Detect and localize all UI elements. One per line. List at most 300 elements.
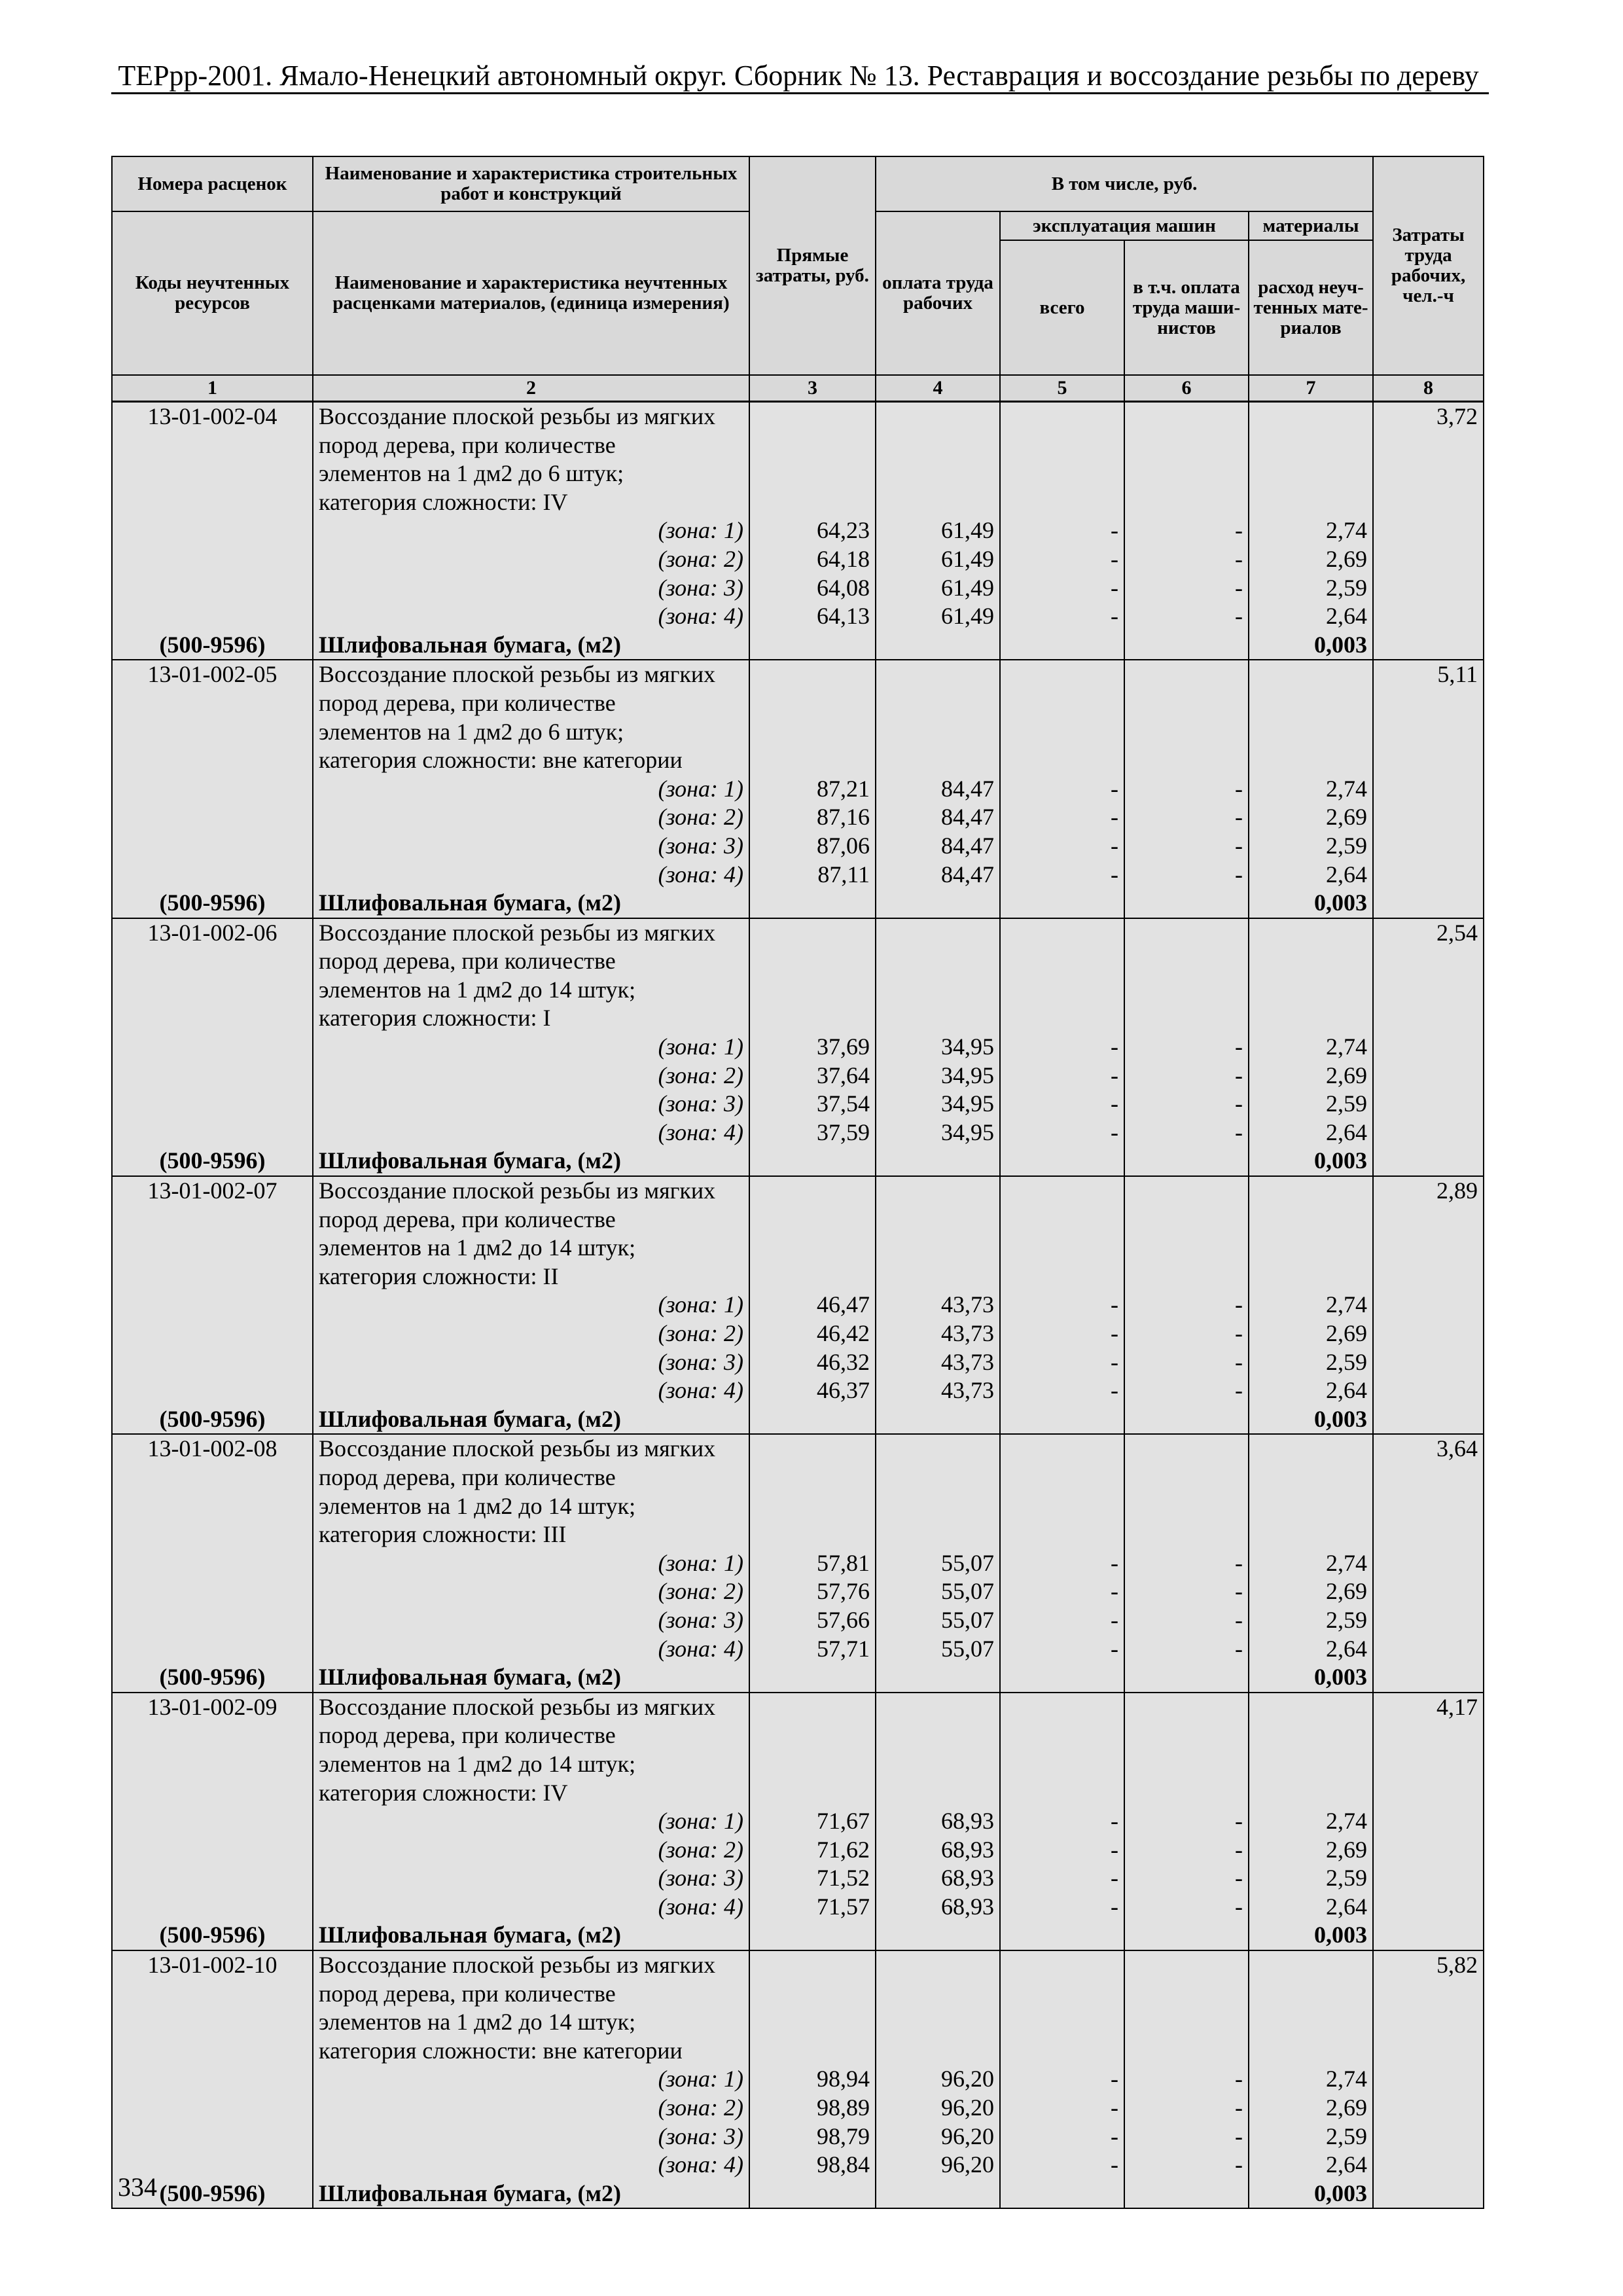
zone-label: (зона: 1) bbox=[313, 2065, 749, 2094]
machinist-pay-value: - bbox=[1124, 545, 1249, 574]
material-code: (500-9596) bbox=[112, 1405, 313, 1435]
material-code: (500-9596) bbox=[112, 1921, 313, 1950]
empty-cell bbox=[876, 1950, 1000, 1980]
table-row bbox=[112, 918, 1484, 948]
material-code: (500-9596) bbox=[112, 1147, 313, 1176]
direct-costs-value: 46,37 bbox=[749, 1376, 876, 1405]
zone-label: (зона: 3) bbox=[313, 2123, 749, 2151]
machine-total-value: - bbox=[1000, 574, 1124, 603]
empty-cell bbox=[112, 1807, 313, 1836]
zone-label: (зона: 3) bbox=[313, 1348, 749, 1377]
zone-label: (зона: 1) bbox=[313, 1291, 749, 1319]
direct-costs-value: 87,16 bbox=[749, 803, 876, 832]
empty-cell bbox=[749, 2037, 876, 2066]
material-consumption: 0,003 bbox=[1249, 1147, 1373, 1176]
materials-value: 2,64 bbox=[1249, 861, 1373, 889]
empty-cell bbox=[1373, 1291, 1484, 1319]
labor-costs-value bbox=[1373, 1779, 1484, 1808]
work-description-line: категория сложности: II bbox=[313, 1263, 749, 1291]
machine-total-value: - bbox=[1000, 516, 1124, 545]
direct-costs-value: 37,54 bbox=[749, 1090, 876, 1119]
empty-cell bbox=[749, 1206, 876, 1234]
empty-cell bbox=[112, 1836, 313, 1865]
column-number: 4 bbox=[876, 375, 1000, 402]
labor-costs-value bbox=[1373, 689, 1484, 718]
empty-cell bbox=[1124, 1693, 1249, 1722]
empty-cell bbox=[749, 918, 876, 948]
empty-cell bbox=[1373, 1348, 1484, 1377]
empty-cell bbox=[749, 1234, 876, 1263]
labor-pay-value: 55,07 bbox=[876, 1606, 1000, 1635]
table-row bbox=[112, 602, 1484, 631]
empty-cell bbox=[1124, 1492, 1249, 1521]
zone-label: (зона: 1) bbox=[313, 1807, 749, 1836]
empty-cell bbox=[749, 631, 876, 660]
empty-cell bbox=[876, 431, 1000, 460]
labor-pay-value: 68,93 bbox=[876, 1864, 1000, 1893]
empty-cell bbox=[749, 889, 876, 918]
empty-cell bbox=[1249, 976, 1373, 1005]
table-row bbox=[112, 2123, 1484, 2151]
labor-pay-value: 61,49 bbox=[876, 574, 1000, 603]
direct-costs-value: 57,76 bbox=[749, 1577, 876, 1606]
empty-cell bbox=[876, 1693, 1000, 1722]
empty-cell bbox=[749, 1492, 876, 1521]
empty-cell bbox=[112, 1376, 313, 1405]
table-row bbox=[112, 1176, 1484, 1206]
table-row bbox=[112, 488, 1484, 517]
column-number: 6 bbox=[1124, 375, 1249, 402]
empty-cell bbox=[1124, 1463, 1249, 1492]
empty-cell bbox=[1000, 1206, 1124, 1234]
empty-cell bbox=[1000, 1779, 1124, 1808]
empty-cell bbox=[1000, 1263, 1124, 1291]
empty-cell bbox=[112, 832, 313, 861]
materials-value: 2,69 bbox=[1249, 1836, 1373, 1865]
machine-total-value: - bbox=[1000, 1893, 1124, 1922]
header-labor-costs: Затраты труда рабочих, чел.-ч bbox=[1373, 156, 1484, 375]
material-code: (500-9596) bbox=[112, 1663, 313, 1693]
labor-pay-value: 84,47 bbox=[876, 775, 1000, 804]
table-row bbox=[112, 1206, 1484, 1234]
labor-costs-value bbox=[1373, 1721, 1484, 1750]
empty-cell bbox=[876, 1434, 1000, 1463]
table-row bbox=[112, 1980, 1484, 2009]
header-resource-codes: Коды неучтенных ресурсов bbox=[112, 211, 313, 375]
empty-cell bbox=[1249, 459, 1373, 488]
table-body bbox=[112, 402, 1484, 2209]
labor-costs-value bbox=[1373, 746, 1484, 775]
work-description-line: элементов на 1 дм2 до 14 штук; bbox=[313, 1492, 749, 1521]
empty-cell bbox=[1249, 402, 1373, 431]
empty-cell bbox=[1373, 574, 1484, 603]
column-number: 2 bbox=[313, 375, 749, 402]
empty-cell bbox=[112, 574, 313, 603]
rate-code bbox=[112, 431, 313, 460]
empty-cell bbox=[876, 1663, 1000, 1693]
empty-cell bbox=[1000, 1520, 1124, 1549]
table-row bbox=[112, 1376, 1484, 1405]
machinist-pay-value: - bbox=[1124, 1893, 1249, 1922]
zone-label: (зона: 2) bbox=[313, 1577, 749, 1606]
machine-total-value: - bbox=[1000, 2151, 1124, 2179]
rate-code bbox=[112, 1263, 313, 1291]
empty-cell bbox=[1373, 1119, 1484, 1147]
labor-costs-value: 5,82 bbox=[1373, 1950, 1484, 1980]
material-name: Шлифовальная бумага, (м2) bbox=[313, 1147, 749, 1176]
table-row bbox=[112, 2179, 1484, 2209]
labor-costs-value: 5,11 bbox=[1373, 660, 1484, 689]
zone-label: (зона: 1) bbox=[313, 1549, 749, 1578]
materials-value: 2,64 bbox=[1249, 602, 1373, 631]
labor-costs-value bbox=[1373, 976, 1484, 1005]
materials-value: 2,64 bbox=[1249, 1893, 1373, 1922]
empty-cell bbox=[876, 1176, 1000, 1206]
rate-code bbox=[112, 2008, 313, 2037]
work-description-line: элементов на 1 дм2 до 6 штук; bbox=[313, 718, 749, 747]
material-name: Шлифовальная бумага, (м2) bbox=[313, 1663, 749, 1693]
empty-cell bbox=[1124, 1950, 1249, 1980]
labor-pay-value: 55,07 bbox=[876, 1577, 1000, 1606]
work-description-line: категория сложности: вне категории bbox=[313, 746, 749, 775]
work-description-line: категория сложности: III bbox=[313, 1520, 749, 1549]
empty-cell bbox=[876, 1779, 1000, 1808]
work-description-line: Воссоздание плоской резьбы из мягких bbox=[313, 918, 749, 948]
empty-cell bbox=[1000, 1721, 1124, 1750]
table-row bbox=[112, 1291, 1484, 1319]
work-description-line: Воссоздание плоской резьбы из мягких bbox=[313, 1176, 749, 1206]
empty-cell bbox=[749, 1463, 876, 1492]
zone-label: (зона: 3) bbox=[313, 1864, 749, 1893]
table-row bbox=[112, 1606, 1484, 1635]
empty-cell bbox=[749, 746, 876, 775]
empty-cell bbox=[749, 1405, 876, 1435]
empty-cell bbox=[1249, 918, 1373, 948]
empty-cell bbox=[1249, 1492, 1373, 1521]
empty-cell bbox=[1000, 918, 1124, 948]
table-row bbox=[112, 976, 1484, 1005]
work-description-line: пород дерева, при количестве bbox=[313, 947, 749, 976]
machinist-pay-value: - bbox=[1124, 1319, 1249, 1348]
table-row bbox=[112, 947, 1484, 976]
empty-cell bbox=[112, 861, 313, 889]
labor-costs-value bbox=[1373, 1463, 1484, 1492]
empty-cell bbox=[876, 488, 1000, 517]
empty-cell bbox=[1249, 1721, 1373, 1750]
empty-cell bbox=[1124, 1434, 1249, 1463]
machine-total-value: - bbox=[1000, 1119, 1124, 1147]
empty-cell bbox=[1249, 1263, 1373, 1291]
table-row bbox=[112, 1549, 1484, 1578]
empty-cell bbox=[749, 2179, 876, 2209]
labor-costs-value bbox=[1373, 1750, 1484, 1779]
empty-cell bbox=[749, 402, 876, 431]
zone-label: (зона: 2) bbox=[313, 1062, 749, 1090]
header-machine-total: всего bbox=[1000, 240, 1124, 375]
empty-cell bbox=[749, 1980, 876, 2009]
table-row bbox=[112, 889, 1484, 918]
labor-costs-value: 3,72 bbox=[1373, 402, 1484, 431]
empty-cell bbox=[112, 2123, 313, 2151]
empty-cell bbox=[749, 459, 876, 488]
materials-value: 2,59 bbox=[1249, 1090, 1373, 1119]
header-materials: материалы bbox=[1249, 211, 1373, 240]
empty-cell bbox=[1373, 1606, 1484, 1635]
table-row bbox=[112, 718, 1484, 747]
table-row bbox=[112, 459, 1484, 488]
labor-pay-value: 68,93 bbox=[876, 1807, 1000, 1836]
direct-costs-value: 98,94 bbox=[749, 2065, 876, 2094]
direct-costs-value: 37,69 bbox=[749, 1033, 876, 1062]
empty-cell bbox=[1249, 1779, 1373, 1808]
table-row bbox=[112, 1750, 1484, 1779]
empty-cell bbox=[1373, 803, 1484, 832]
rate-code bbox=[112, 1234, 313, 1263]
table-row bbox=[112, 402, 1484, 431]
document-header-title: ТЕРрр-2001. Ямало-Ненецкий автономный округ. Сборник № 13. Реставрация и воссоздание резьбы по дереву bbox=[118, 60, 1479, 92]
empty-cell bbox=[876, 1492, 1000, 1521]
table-row bbox=[112, 832, 1484, 861]
column-number: 3 bbox=[749, 375, 876, 402]
empty-cell bbox=[1373, 1062, 1484, 1090]
direct-costs-value: 46,42 bbox=[749, 1319, 876, 1348]
direct-costs-value: 37,59 bbox=[749, 1119, 876, 1147]
rate-code bbox=[112, 1520, 313, 1549]
empty-cell bbox=[749, 1663, 876, 1693]
labor-pay-value: 68,93 bbox=[876, 1836, 1000, 1865]
empty-cell bbox=[876, 718, 1000, 747]
empty-cell bbox=[1249, 1206, 1373, 1234]
empty-cell bbox=[1373, 832, 1484, 861]
table-row bbox=[112, 1004, 1484, 1033]
table-row bbox=[112, 1234, 1484, 1263]
zone-label: (зона: 4) bbox=[313, 2151, 749, 2179]
material-name: Шлифовальная бумага, (м2) bbox=[313, 889, 749, 918]
machine-total-value: - bbox=[1000, 1062, 1124, 1090]
empty-cell bbox=[112, 545, 313, 574]
work-description-line: категория сложности: вне категории bbox=[313, 2037, 749, 2066]
direct-costs-value: 64,23 bbox=[749, 516, 876, 545]
materials-value: 2,74 bbox=[1249, 1033, 1373, 1062]
labor-costs-value: 2,54 bbox=[1373, 918, 1484, 948]
empty-cell bbox=[112, 1319, 313, 1348]
materials-value: 2,64 bbox=[1249, 2151, 1373, 2179]
zone-label: (зона: 2) bbox=[313, 2094, 749, 2123]
empty-cell bbox=[749, 1750, 876, 1779]
material-code: (500-9596) bbox=[112, 889, 313, 918]
empty-cell bbox=[1249, 2008, 1373, 2037]
machinist-pay-value: - bbox=[1124, 1119, 1249, 1147]
empty-cell bbox=[1249, 1693, 1373, 1722]
empty-cell bbox=[1249, 1950, 1373, 1980]
empty-cell bbox=[112, 1090, 313, 1119]
empty-cell bbox=[1124, 1921, 1249, 1950]
empty-cell bbox=[1000, 1693, 1124, 1722]
materials-value: 2,59 bbox=[1249, 1864, 1373, 1893]
empty-cell bbox=[1124, 1263, 1249, 1291]
materials-value: 2,74 bbox=[1249, 2065, 1373, 2094]
empty-cell bbox=[749, 976, 876, 1005]
labor-costs-value bbox=[1373, 718, 1484, 747]
machinist-pay-value: - bbox=[1124, 1807, 1249, 1836]
empty-cell bbox=[1124, 1004, 1249, 1033]
rate-code bbox=[112, 1750, 313, 1779]
empty-cell bbox=[1124, 1405, 1249, 1435]
table-row bbox=[112, 2094, 1484, 2123]
materials-value: 2,69 bbox=[1249, 1062, 1373, 1090]
labor-costs-value: 2,89 bbox=[1373, 1176, 1484, 1206]
empty-cell bbox=[1000, 431, 1124, 460]
empty-cell bbox=[876, 889, 1000, 918]
labor-pay-value: 43,73 bbox=[876, 1291, 1000, 1319]
empty-cell bbox=[1249, 689, 1373, 718]
labor-costs-value bbox=[1373, 431, 1484, 460]
column-number: 8 bbox=[1373, 375, 1484, 402]
work-description-line: элементов на 1 дм2 до 14 штук; bbox=[313, 976, 749, 1005]
column-number: 1 bbox=[112, 375, 313, 402]
empty-cell bbox=[876, 689, 1000, 718]
direct-costs-value: 64,18 bbox=[749, 545, 876, 574]
materials-value: 2,59 bbox=[1249, 832, 1373, 861]
labor-costs-value bbox=[1373, 1520, 1484, 1549]
zone-label: (зона: 3) bbox=[313, 832, 749, 861]
table-row bbox=[112, 1836, 1484, 1865]
table-row bbox=[112, 689, 1484, 718]
machine-total-value: - bbox=[1000, 832, 1124, 861]
labor-costs-value bbox=[1373, 1263, 1484, 1291]
empty-cell bbox=[1373, 2065, 1484, 2094]
work-description-line: пород дерева, при количестве bbox=[313, 1721, 749, 1750]
table-row bbox=[112, 1348, 1484, 1377]
table-row bbox=[112, 1779, 1484, 1808]
table-row bbox=[112, 1119, 1484, 1147]
machine-total-value: - bbox=[1000, 2094, 1124, 2123]
table-row bbox=[112, 1263, 1484, 1291]
labor-pay-value: 43,73 bbox=[876, 1348, 1000, 1377]
labor-pay-value: 55,07 bbox=[876, 1549, 1000, 1578]
zone-label: (зона: 4) bbox=[313, 1376, 749, 1405]
work-description-line: элементов на 1 дм2 до 6 штук; bbox=[313, 459, 749, 488]
empty-cell bbox=[112, 1348, 313, 1377]
empty-cell bbox=[1124, 1234, 1249, 1263]
empty-cell bbox=[1124, 2179, 1249, 2209]
materials-value: 2,74 bbox=[1249, 1549, 1373, 1578]
empty-cell bbox=[1373, 1376, 1484, 1405]
labor-costs-value bbox=[1373, 1234, 1484, 1263]
labor-pay-value: 96,20 bbox=[876, 2094, 1000, 2123]
empty-cell bbox=[876, 1004, 1000, 1033]
labor-costs-value bbox=[1373, 1980, 1484, 2009]
empty-cell bbox=[749, 1950, 876, 1980]
rate-code bbox=[112, 1779, 313, 1808]
empty-cell bbox=[876, 947, 1000, 976]
zone-label: (зона: 4) bbox=[313, 861, 749, 889]
empty-cell bbox=[112, 775, 313, 804]
empty-cell bbox=[1000, 1950, 1124, 1980]
empty-cell bbox=[876, 1206, 1000, 1234]
zone-label: (зона: 1) bbox=[313, 1033, 749, 1062]
table-row bbox=[112, 545, 1484, 574]
empty-cell bbox=[1124, 1176, 1249, 1206]
empty-cell bbox=[1124, 2037, 1249, 2066]
empty-cell bbox=[1373, 1549, 1484, 1578]
column-number: 7 bbox=[1249, 375, 1373, 402]
zone-label: (зона: 4) bbox=[313, 1119, 749, 1147]
labor-costs-value bbox=[1373, 488, 1484, 517]
empty-cell bbox=[1124, 889, 1249, 918]
work-description-line: категория сложности: IV bbox=[313, 1779, 749, 1808]
empty-cell bbox=[876, 631, 1000, 660]
empty-cell bbox=[1249, 1463, 1373, 1492]
materials-value: 2,74 bbox=[1249, 775, 1373, 804]
table-row bbox=[112, 1721, 1484, 1750]
labor-pay-value: 84,47 bbox=[876, 832, 1000, 861]
empty-cell bbox=[1373, 1577, 1484, 1606]
machinist-pay-value: - bbox=[1124, 2065, 1249, 2094]
rate-code: 13-01-002-09 bbox=[112, 1693, 313, 1722]
header-divider bbox=[111, 92, 1489, 94]
table-row bbox=[112, 861, 1484, 889]
machinist-pay-value: - bbox=[1124, 2094, 1249, 2123]
empty-cell bbox=[1373, 1635, 1484, 1664]
zone-label: (зона: 2) bbox=[313, 803, 749, 832]
empty-cell bbox=[1124, 631, 1249, 660]
header-material-name: Наименование и характеристика неучтенных расценками материалов, (единица измерения) bbox=[313, 211, 749, 375]
machinist-pay-value: - bbox=[1124, 803, 1249, 832]
materials-value: 2,59 bbox=[1249, 1606, 1373, 1635]
materials-value: 2,59 bbox=[1249, 1348, 1373, 1377]
machinist-pay-value: - bbox=[1124, 1577, 1249, 1606]
empty-cell bbox=[1249, 660, 1373, 689]
empty-cell bbox=[1373, 516, 1484, 545]
machinist-pay-value: - bbox=[1124, 775, 1249, 804]
empty-cell bbox=[1000, 718, 1124, 747]
empty-cell bbox=[112, 1062, 313, 1090]
direct-costs-value: 46,32 bbox=[749, 1348, 876, 1377]
machine-total-value: - bbox=[1000, 861, 1124, 889]
work-description-line: пород дерева, при количестве bbox=[313, 1463, 749, 1492]
empty-cell bbox=[876, 1405, 1000, 1435]
empty-cell bbox=[1373, 545, 1484, 574]
price-table bbox=[111, 156, 1484, 2209]
empty-cell bbox=[1124, 947, 1249, 976]
empty-cell bbox=[1373, 1663, 1484, 1693]
machine-total-value: - bbox=[1000, 1319, 1124, 1348]
materials-value: 2,64 bbox=[1249, 1119, 1373, 1147]
work-description-line: категория сложности: I bbox=[313, 1004, 749, 1033]
empty-cell bbox=[1124, 1779, 1249, 1808]
rate-code: 13-01-002-05 bbox=[112, 660, 313, 689]
labor-pay-value: 34,95 bbox=[876, 1033, 1000, 1062]
table-row bbox=[112, 746, 1484, 775]
empty-cell bbox=[876, 2179, 1000, 2209]
direct-costs-value: 57,66 bbox=[749, 1606, 876, 1635]
empty-cell bbox=[1249, 1004, 1373, 1033]
empty-cell bbox=[1373, 1836, 1484, 1865]
labor-costs-value bbox=[1373, 1492, 1484, 1521]
table-row bbox=[112, 1434, 1484, 1463]
table-row bbox=[112, 1405, 1484, 1435]
materials-value: 2,59 bbox=[1249, 2123, 1373, 2151]
work-description-line: пород дерева, при количестве bbox=[313, 431, 749, 460]
machinist-pay-value: - bbox=[1124, 2151, 1249, 2179]
empty-cell bbox=[1000, 1750, 1124, 1779]
work-description-line: элементов на 1 дм2 до 14 штук; bbox=[313, 2008, 749, 2037]
labor-pay-value: 43,73 bbox=[876, 1319, 1000, 1348]
table-row bbox=[112, 775, 1484, 804]
machinist-pay-value: - bbox=[1124, 1635, 1249, 1664]
table-row bbox=[112, 2037, 1484, 2066]
